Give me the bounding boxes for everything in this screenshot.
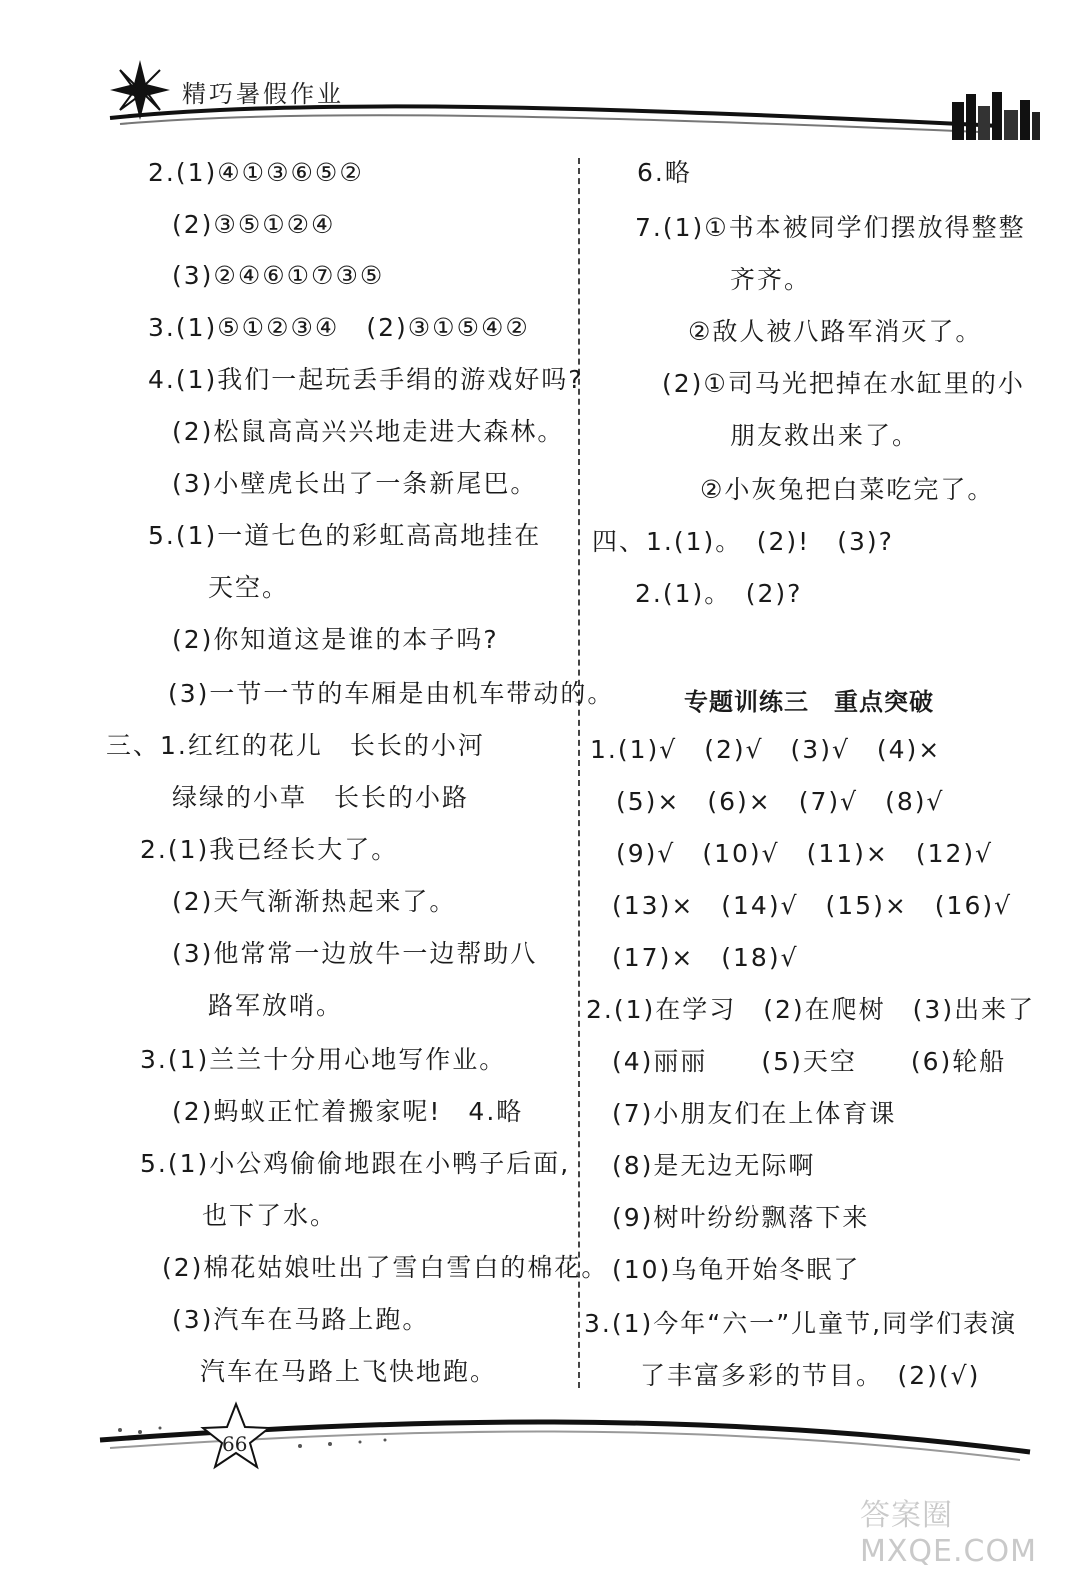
workbook-title: 精巧暑假作业 bbox=[182, 80, 344, 108]
answer-line: 三、1.红红的花儿 长长的小河 bbox=[106, 731, 485, 760]
answer-line: 齐齐。 bbox=[730, 265, 812, 294]
answer-line: 绿绿的小草 长长的小路 bbox=[172, 783, 470, 812]
answer-line: (2)松鼠高高兴兴地走进大森林。 bbox=[172, 417, 565, 446]
watermark: 答案圈 MXQE.COM bbox=[860, 1498, 1037, 1569]
answer-line: (2)蚂蚁正忙着搬家呢! 4.略 bbox=[172, 1097, 524, 1126]
answer-line: (10)乌龟开始冬眠了 bbox=[612, 1255, 861, 1284]
answer-line: (2)天气渐渐热起来了。 bbox=[172, 887, 457, 916]
answer-line: 4.(1)我们一起玩丢手绢的游戏好吗? bbox=[148, 365, 584, 394]
answer-line: 汽车在马路上飞快地跑。 bbox=[200, 1357, 498, 1386]
section-heading: 专题训练三 重点突破 bbox=[684, 688, 934, 716]
answer-line: 3.(1)⑤①②③④ (2)③①⑤④② bbox=[148, 313, 530, 342]
answer-line: 1.(1)√ (2)√ (3)√ (4)× bbox=[590, 735, 942, 764]
answer-line: (2)③⑤①②④ bbox=[172, 210, 336, 239]
answer-line: (9)√ (10)√ (11)× (12)√ bbox=[616, 839, 994, 868]
page-header bbox=[0, 0, 1068, 140]
answer-line: 3.(1)今年“六一”儿童节,同学们表演 bbox=[584, 1309, 1018, 1338]
answer-line: (2)你知道这是谁的本子吗? bbox=[172, 625, 499, 654]
page-number: 66 bbox=[222, 1432, 248, 1456]
answer-line: ②敌人被八路军消灭了。 bbox=[688, 317, 983, 346]
answer-line: (7)小朋友们在上体育课 bbox=[612, 1099, 897, 1128]
answer-line: 5.(1)小公鸡偷偷地跟在小鸭子后面, bbox=[140, 1149, 571, 1178]
column-divider bbox=[578, 158, 580, 1388]
answer-line: 朋友救出来了。 bbox=[730, 421, 920, 450]
page-footer bbox=[0, 1390, 1068, 1569]
answer-line: (2)①司马光把掉在水缸里的小 bbox=[662, 369, 1025, 398]
answer-line: 2.(1)④①③⑥⑤② bbox=[148, 158, 364, 187]
header-decoration bbox=[0, 0, 1068, 140]
answer-line: (3)小壁虎长出了一条新尾巴。 bbox=[172, 469, 538, 498]
answer-line: 天空。 bbox=[208, 573, 290, 602]
answer-line: (3)他常常一边放牛一边帮助八 bbox=[172, 939, 538, 968]
star-flower-icon bbox=[110, 60, 170, 120]
answer-line: (9)树叶纷纷飘落下来 bbox=[612, 1203, 870, 1232]
answer-line: 2.(1)在学习 (2)在爬树 (3)出来了 bbox=[586, 995, 1036, 1024]
answer-line: ②小灰兔把白菜吃完了。 bbox=[700, 475, 995, 504]
answer-line: (8)是无边无际啊 bbox=[612, 1151, 816, 1180]
answer-line: 7.(1)①书本被同学们摆放得整整 bbox=[635, 213, 1026, 242]
answer-line: 也下了水。 bbox=[202, 1201, 338, 1230]
answer-line: (3)②④⑥①⑦③⑤ bbox=[172, 261, 385, 290]
answer-line: 3.(1)兰兰十分用心地写作业。 bbox=[140, 1045, 507, 1074]
answer-line: 2.(1)我已经长大了。 bbox=[140, 835, 399, 864]
answer-line: 四、1.(1)。 (2)! (3)? bbox=[592, 527, 894, 556]
books-icon bbox=[952, 92, 1040, 140]
answer-line: (3)汽车在马路上跑。 bbox=[172, 1305, 430, 1334]
answer-line: 2.(1)。 (2)? bbox=[635, 579, 803, 608]
answer-line: 5.(1)一道七色的彩虹高高地挂在 bbox=[148, 521, 542, 550]
answer-line: 6.略 bbox=[637, 158, 692, 187]
answer-line: (4)丽丽 (5)天空 (6)轮船 bbox=[612, 1047, 1007, 1076]
answer-line: 路军放哨。 bbox=[208, 991, 344, 1020]
answer-line: (17)× (18)√ bbox=[612, 943, 799, 972]
answer-line: 了丰富多彩的节目。 (2)(√) bbox=[640, 1361, 981, 1390]
answer-line: (13)× (14)√ (15)× (16)√ bbox=[612, 891, 1013, 920]
answer-line: (3)一节一节的车厢是由机车带动的。 bbox=[168, 679, 615, 708]
answer-line: (5)× (6)× (7)√ (8)√ bbox=[616, 787, 945, 816]
answer-line: (2)棉花姑娘吐出了雪白雪白的棉花。 bbox=[162, 1253, 609, 1282]
